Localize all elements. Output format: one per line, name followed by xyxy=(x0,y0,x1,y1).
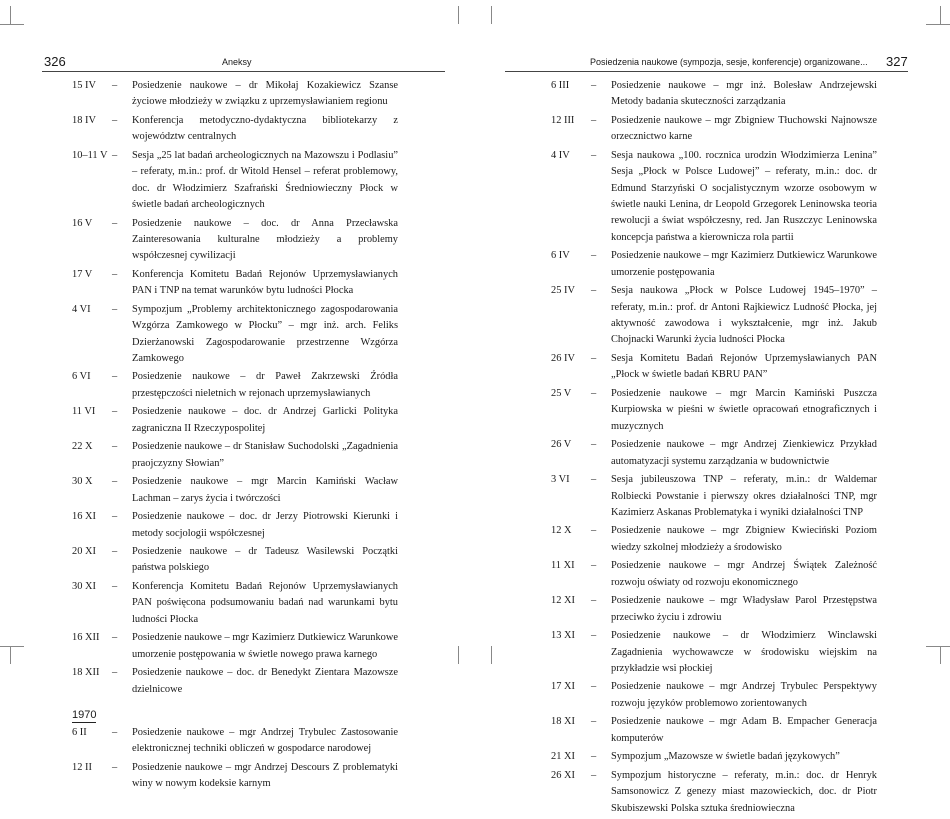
entry-text: Posiedzenie naukowe – doc. dr Andrzej Garlicki Polityka zagraniczna II Rzeczypospolitej xyxy=(132,406,398,434)
list-item xyxy=(551,248,877,281)
entry-dash: – xyxy=(591,80,597,91)
entry-date: 13 XI xyxy=(551,630,575,642)
entry-dash: – xyxy=(112,546,118,557)
entry-date: 6 VI xyxy=(72,371,91,383)
entry-date: 6 III xyxy=(551,80,570,91)
list-item xyxy=(72,267,398,300)
list-item xyxy=(72,579,398,628)
entry-dash: – xyxy=(591,560,597,572)
crop-mark xyxy=(458,6,459,24)
entry-text: Posiedzenie naukowe – dr Tadeusz Wasilewski Początki państwa polskiego xyxy=(132,546,398,574)
entry-text: Posiedzenie naukowe – doc. dr Benedykt Zientara Mazowsze dzielnicowe xyxy=(132,667,398,695)
entry-dash: – xyxy=(112,441,118,453)
list-item xyxy=(551,386,877,435)
entry-date: 12 XI xyxy=(551,595,575,607)
entry-dash: – xyxy=(112,667,118,679)
left-running-head: Aneksy xyxy=(222,57,252,67)
entry-text: Sympozjum historyczne – referaty, m.in.: doc. dr Henryk Samsonowicz Z genezy miast mazowieckich, doc. dr Piotr Skubiszewski Polska sztuka średniowieczna xyxy=(611,769,877,814)
entry-dash: – xyxy=(591,525,597,537)
entry-dash: – xyxy=(112,761,118,773)
list-item xyxy=(551,472,877,521)
entry-date: 25 IV xyxy=(551,285,575,297)
crop-mark xyxy=(940,646,941,664)
list-item xyxy=(551,78,877,111)
list-item xyxy=(72,369,398,402)
entry-date: 26 XI xyxy=(551,769,575,781)
year-heading: 1970 xyxy=(72,709,97,722)
entry-date: 4 VI xyxy=(72,303,91,315)
list-item xyxy=(551,148,877,246)
entry-dash: – xyxy=(591,474,597,486)
list-item xyxy=(551,351,877,384)
list-item xyxy=(551,714,877,747)
entry-text: Posiedzenie naukowe – doc. dr Jerzy Piotrowski Kierunki i metody socjologii współczesnej xyxy=(132,511,398,539)
list-item xyxy=(551,593,877,626)
list-item xyxy=(551,628,877,677)
entry-date: 10–11 V xyxy=(72,149,108,161)
entry-text: Posiedzenie naukowe – mgr Andrzej Trybulec Zastosowanie elektronicznej techniki obliczeń w gospodarce narodowej xyxy=(132,727,398,755)
list-item xyxy=(72,113,398,146)
entry-date: 30 XI xyxy=(72,580,96,592)
entry-dash: – xyxy=(591,387,597,399)
entry-date: 17 XI xyxy=(551,681,575,693)
entry-date: 11 XI xyxy=(551,560,575,572)
entry-date: 6 IV xyxy=(551,250,570,262)
entry-text: Posiedzenie naukowe – mgr Andrzej Trybulec Perspektywy rozwoju języków problemowo zorientowanych xyxy=(611,681,877,709)
entry-date: 12 III xyxy=(551,114,575,126)
list-item xyxy=(72,474,398,507)
entry-text: Posiedzenie naukowe – mgr Marcin Kamiński Puszcza Kurpiowska w pieśni w świetle opracowań etnograficznych i muzycznych xyxy=(611,387,877,432)
entry-date: 6 II xyxy=(72,727,87,739)
list-item xyxy=(72,725,398,758)
list-item xyxy=(72,404,398,437)
entry-text: Posiedzenie naukowe – mgr inż. Bolesław Andrzejewski Metody badania skuteczności zarządzania xyxy=(611,80,877,108)
list-item xyxy=(551,679,877,712)
entry-dash: – xyxy=(591,751,597,763)
crop-mark xyxy=(491,6,492,24)
entry-text: Sesja jubileuszowa TNP – referaty, m.in.: dr Waldemar Rolbiecki Powstanie i pierwszy okres działalności TNP, mgr Kazimierz Askanas Problematyka i wyniki działalności TNP xyxy=(611,474,877,518)
entry-dash: – xyxy=(591,630,597,642)
entry-date: 22 X xyxy=(72,441,93,453)
crop-mark xyxy=(940,6,941,24)
entry-date: 18 IV xyxy=(72,114,96,126)
entry-text: Konferencja Komitetu Badań Rejonów Uprzemysławianych PAN i TNP na temat warunków bytu ludności Płocka xyxy=(132,268,398,297)
entry-date: 11 VI xyxy=(72,406,96,418)
left-page-column xyxy=(72,78,398,795)
crop-mark xyxy=(926,24,950,25)
crop-mark xyxy=(458,646,459,664)
entry-text: Posiedzenie naukowe – mgr Zbigniew Kwieciński Poziom wiedzy szkolnej młodzieży a środowisko xyxy=(611,525,877,553)
entry-date: 15 IV xyxy=(72,80,96,91)
entry-dash: – xyxy=(591,716,597,728)
entry-date: 25 V xyxy=(551,387,572,399)
entry-dash: – xyxy=(112,406,118,418)
right-page-number: 327 xyxy=(886,54,908,69)
entry-date: 16 XII xyxy=(72,632,100,644)
entry-dash: – xyxy=(112,268,118,280)
entry-text: Posiedzenie naukowe – dr Paweł Zakrzewski Źródła przestępczości nieletnich w rejonach uprzemysławianych xyxy=(132,371,398,399)
list-item xyxy=(551,558,877,591)
entry-dash: – xyxy=(591,769,597,781)
list-item xyxy=(72,78,398,111)
list-item xyxy=(72,630,398,663)
entry-date: 26 V xyxy=(551,439,572,451)
list-item xyxy=(72,148,398,214)
entry-date: 18 XI xyxy=(551,716,575,728)
entry-text: Posiedzenie naukowe – dr Włodzimierz Winclawski Zagadnienia wychowawcze w środowisku wiejskim na przykładzie wsi płockiej xyxy=(611,630,877,674)
crop-mark xyxy=(10,6,11,24)
list-item xyxy=(72,216,398,265)
entry-dash: – xyxy=(112,114,118,126)
entry-date: 20 XI xyxy=(72,546,96,557)
entry-date: 18 XII xyxy=(72,667,100,679)
list-item xyxy=(72,665,398,698)
entry-dash: – xyxy=(112,217,118,229)
crop-mark xyxy=(10,646,11,664)
entry-text: Posiedzenie naukowe – mgr Zbigniew Tłuchowski Najnowsze orzecznictwo karne xyxy=(611,114,877,143)
entry-text: Posiedzenie naukowe – mgr Władysław Parol Przestępstwa przeciwko życiu i zdrowiu xyxy=(611,595,877,623)
right-entry-list xyxy=(551,78,877,817)
entry-dash: – xyxy=(112,476,118,488)
entry-text: Sesja naukowa „100. rocznica urodzin Włodzimierza Lenina” Sesja „Płock w Polsce Ludowej” – referaty, m.in.: doc. dr Edmund Starzyński O socjalistycznym wzorze osobowym w świetle nauki Lenina, dr Leopold Grzegorek Leninowska teoria rewolucji a świat współczesny, red. Jan Ruszczyc Leninowska koncepcja państwa a kierownicza rola partii xyxy=(611,149,877,243)
entry-text: Konferencja metodyczno-dydaktyczna bibliotekarzy z województw centralnych xyxy=(132,114,398,143)
entry-text: Posiedzenie naukowe – doc. dr Anna Przecławska Zainteresowania kulturalne młodzieży a problemy współczesnej cywilizacji xyxy=(132,217,398,262)
entry-text: Posiedzenie naukowe – mgr Andrzej Descours Z problematyki winy w nowym kodeksie karnym xyxy=(132,761,398,790)
entry-dash: – xyxy=(112,511,118,523)
entry-text: Posiedzenie naukowe – mgr Kazimierz Dutkiewicz Warunkowe umorzenie postępowania xyxy=(611,250,877,278)
entry-dash: – xyxy=(112,727,118,739)
entry-text: Sesja Komitetu Badań Rejonów Uprzemysławianych PAN „Płock w świetle badań KBRU PAN” xyxy=(611,352,877,381)
entry-dash: – xyxy=(112,149,118,161)
entry-date: 17 V xyxy=(72,268,93,280)
list-item xyxy=(551,749,877,765)
entry-dash: – xyxy=(112,580,118,592)
entry-text: Posiedzenie naukowe – dr Stanisław Suchodolski „Zagadnienia praojczyzny Słowian” xyxy=(132,441,398,469)
entry-dash: – xyxy=(591,250,597,262)
entry-date: 4 IV xyxy=(551,149,570,161)
crop-mark xyxy=(491,646,492,664)
crop-mark xyxy=(926,646,950,647)
entry-date: 12 II xyxy=(72,761,92,773)
left-entry-list-1970 xyxy=(72,725,398,793)
entry-dash: – xyxy=(112,303,118,315)
entry-dash: – xyxy=(112,371,118,383)
list-item xyxy=(551,523,877,556)
entry-text: Posiedzenie naukowe – mgr Marcin Kamiński Wacław Lachman – zarys życia i twórczości xyxy=(132,476,398,504)
list-item xyxy=(551,113,877,146)
entry-date: 30 X xyxy=(72,476,93,488)
list-item xyxy=(72,509,398,542)
crop-mark xyxy=(0,24,24,25)
entry-dash: – xyxy=(591,114,597,126)
list-item xyxy=(72,544,398,577)
right-header-rule xyxy=(505,71,908,72)
entry-text: Posiedzenie naukowe – mgr Andrzej Zienkiewicz Przykład automatyzacji systemu zarządzania w budownictwie xyxy=(611,439,877,467)
entry-text: Sympozjum „Mazowsze w świetle badań językowych” xyxy=(611,751,840,763)
entry-dash: – xyxy=(591,285,597,297)
list-item xyxy=(72,439,398,472)
entry-text: Posiedzenie naukowe – mgr Andrzej Świątek Zależność rozwoju oświaty od rozwoju ekonomicznego xyxy=(611,560,877,588)
list-item xyxy=(72,302,398,368)
crop-mark xyxy=(0,646,24,647)
entry-dash: – xyxy=(591,149,597,161)
left-header-rule xyxy=(42,71,445,72)
entry-text: Posiedzenie naukowe – mgr Kazimierz Dutkiewicz Warunkowe umorzenie postępowania w świetle nowego prawa karnego xyxy=(132,632,398,660)
list-item xyxy=(551,283,877,349)
entry-dash: – xyxy=(591,681,597,693)
list-item xyxy=(551,768,877,817)
entry-dash: – xyxy=(112,80,118,91)
entry-dash: – xyxy=(591,595,597,607)
entry-text: Sympozjum „Problemy architektonicznego zagospodarowania Wzgórza Zamkowego w Płocku” – mgr inż. arch. Feliks Dzierżanowski Zagospodarowanie przestrzenne Wzgórza Zamkowego xyxy=(132,303,398,364)
entry-date: 16 XI xyxy=(72,511,96,523)
list-item xyxy=(72,760,398,793)
entry-text: Konferencja Komitetu Badań Rejonów Uprzemysławianych PAN poświęcona podsumowaniu badań nad warunkami bytu ludności Płocka xyxy=(132,580,398,625)
entry-date: 3 VI xyxy=(551,474,570,486)
entry-text: Sesja naukowa „Płock w Polsce Ludowej 1945–1970” – referaty, m.in.: prof. dr Antoni Rajkiewicz Ludność Płocka, jej aktywność zawodowa i wykształcenie, mgr inż. Jakub Chojnacki Warunki życia ludności Płocka xyxy=(611,285,877,346)
entry-date: 16 V xyxy=(72,217,93,229)
entry-date: 26 IV xyxy=(551,352,575,364)
list-item xyxy=(551,437,877,470)
entry-dash: – xyxy=(591,439,597,451)
right-running-head: Posiedzenia naukowe (sympozja, sesje, konferencje) organizowane... xyxy=(590,57,868,67)
left-entry-list xyxy=(72,78,398,698)
entry-text: Posiedzenie naukowe – dr Mikołaj Kozakiewicz Szanse życiowe młodzieży w związku z uprzemysławianiem regionu xyxy=(132,80,398,108)
right-page-column xyxy=(551,78,877,819)
entry-text: Sesja „25 lat badań archeologicznych na Mazowszu i Podlasiu” – referaty, m.in.: prof. dr Witold Hensel – referat problemowy, doc. dr Włodzimierz Szafrański Średniowieczny Płock w świetle badań archeologicznych xyxy=(132,149,398,211)
left-page-number: 326 xyxy=(44,54,66,69)
entry-date: 21 XI xyxy=(551,751,575,763)
entry-dash: – xyxy=(591,352,597,364)
entry-date: 12 X xyxy=(551,525,572,537)
entry-text: Posiedzenie naukowe – mgr Adam B. Empacher Generacja komputerów xyxy=(611,716,877,744)
entry-dash: – xyxy=(112,632,118,644)
